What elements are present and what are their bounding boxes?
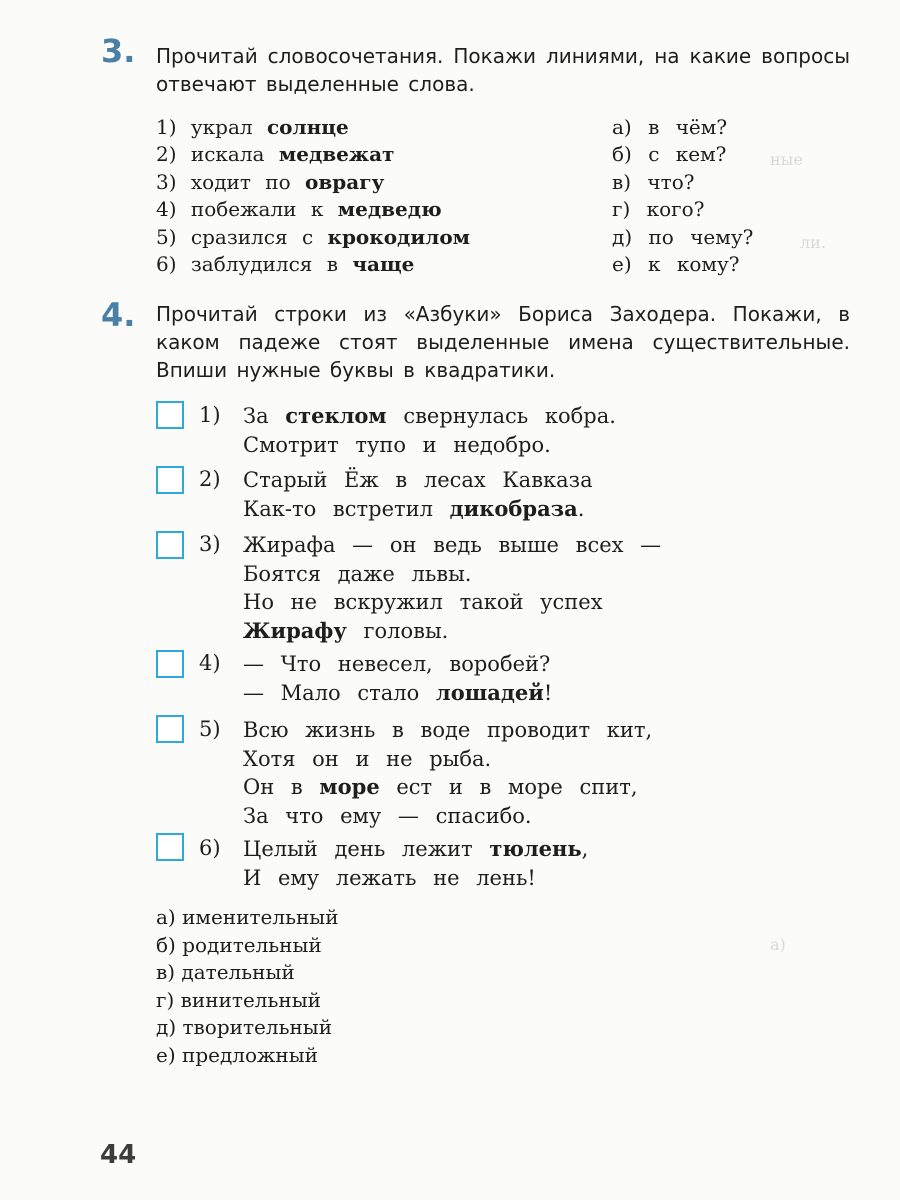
task-3-number: 3.: [101, 32, 136, 70]
answer-box-3[interactable]: [156, 531, 184, 559]
question-b: б) с кем?: [612, 142, 727, 166]
case-d: г) винительный: [156, 988, 321, 1012]
poem-5: Всю жизнь в воде проводит кит, Хотя он и не рыба. Он в море ест и в море спит, За что ему — спасибо.: [243, 718, 653, 828]
answer-box-6[interactable]: [156, 833, 184, 861]
case-f: е) предложный: [156, 1043, 319, 1067]
question-d: г) кого?: [612, 197, 705, 221]
poem-5-number: 5): [199, 717, 221, 741]
poem-6: Целый день лежит тюлень, И ему лежать не лень!: [243, 836, 589, 890]
task-4-instructions: Прочитай строки из «Азбуки» Бориса Заходера. Покажи, в каком падеже стоят выделенные имена существительные. Впиши нужные буквы в квадратики.: [156, 302, 850, 382]
question-f: е) к кому?: [612, 252, 740, 276]
poem-2: Старый Ёж в лесах Кавказа Как-то встретил дикобраза.: [243, 468, 593, 521]
poem-6-number: 6): [199, 836, 221, 860]
poem-2-number: 2): [199, 467, 221, 491]
poem-1: За стеклом свернулась кобра. Смотрит тупо и недобро.: [243, 403, 616, 457]
poem-1-number: 1): [199, 403, 221, 427]
poem-4-number: 4): [199, 651, 221, 675]
phrase-2: 2) искала медвежат: [156, 142, 395, 166]
question-a: а) в чём?: [612, 115, 728, 139]
phrase-4: 4) побежали к медведю: [156, 197, 442, 221]
case-b: б) родительный: [156, 933, 322, 957]
question-e: д) по чему?: [612, 225, 754, 249]
case-e: д) творительный: [156, 1015, 333, 1039]
poem-4: — Что невесел, воробей? — Мало стало лошадей!: [243, 652, 553, 705]
answer-box-2[interactable]: [156, 466, 184, 494]
question-c: в) что?: [612, 170, 695, 194]
task-3-instructions: Прочитай словосочетания. Покажи линиями, на какие вопросы отвечают выделенные слова.: [156, 44, 850, 96]
phrase-1: 1) украл солнце: [156, 115, 349, 139]
phrase-6: 6) заблудился в чаще: [156, 252, 415, 276]
answer-box-1[interactable]: [156, 401, 184, 429]
show-through-text: ли.: [800, 233, 826, 252]
page-number: 44: [100, 1140, 137, 1170]
answer-box-4[interactable]: [156, 650, 184, 678]
phrase-5: 5) сразился с крокодилом: [156, 225, 471, 249]
show-through-text: ные: [770, 150, 803, 169]
answer-box-5[interactable]: [156, 715, 184, 743]
case-c: в) дательный: [156, 960, 295, 984]
poem-3-number: 3): [199, 532, 221, 556]
task-4-number: 4.: [101, 296, 136, 334]
phrase-3: 3) ходит по оврагу: [156, 170, 385, 194]
case-a: а) именительный: [156, 905, 339, 929]
poem-3: Жирафа — он ведь выше всех — Боятся даже львы. Но не вскружил такой успех Жирафу головы.: [243, 533, 662, 643]
show-through-text: а): [770, 935, 786, 954]
